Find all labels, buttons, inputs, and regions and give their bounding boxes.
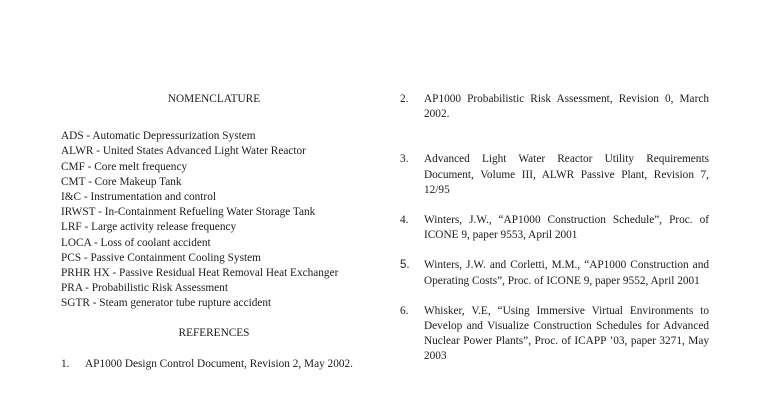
nomenclature-item: CMT - Core Makeup Tank [61, 175, 182, 188]
reference-number: 6. [400, 304, 409, 317]
references-heading: REFERENCES [178, 326, 250, 339]
reference-item [61, 357, 367, 372]
reference-number: 1. [61, 357, 70, 370]
reference-item [400, 92, 709, 122]
right-column [400, 92, 709, 365]
reference-item [400, 152, 709, 198]
reference-text: AP1000 Design Control Document, Revision 2, May 2002. [85, 357, 353, 370]
reference-number: 3. [400, 153, 409, 166]
nomenclature-list [61, 129, 367, 311]
nomenclature-item: PRHR HX - Passive Residual Heat Removal Heat Exchanger [61, 267, 339, 280]
nomenclature-item: CMF - Core melt frequency [61, 160, 188, 173]
reference-text: Advanced Light Water Reactor Utility Requirements Document, Volume III, ALWR Passive Plant, Revision 7, 12/95 [424, 153, 709, 196]
nomenclature-item: SGTR - Steam generator tube rupture accident [61, 297, 272, 310]
reference-text: AP1000 Probabilistic Risk Assessment, Revision 0, March 2002. [424, 93, 709, 121]
nomenclature-item: LRF - Large activity release frequency [61, 221, 237, 234]
reference-item [400, 258, 709, 288]
nomenclature-item: ALWR - United States Advanced Light Water Reactor [61, 145, 306, 158]
nomenclature-heading: NOMENCLATURE [167, 93, 261, 105]
reference-number: 2. [400, 93, 409, 105]
nomenclature-item: PRA - Probabilistic Risk Assessment [61, 282, 228, 295]
nomenclature-item: IRWST - In-Containment Refueling Water Storage Tank [61, 206, 316, 219]
reference-item [400, 304, 709, 365]
reference-text: Winters, J.W., “AP1000 Construction Schedule”, Proc. of ICONE 9, paper 9553, April 2001 [424, 214, 709, 242]
nomenclature-item: LOCA - Loss of coolant accident [61, 236, 211, 249]
left-column [61, 92, 367, 372]
nomenclature-item: PCS - Passive Containment Cooling System [61, 251, 261, 264]
nomenclature-item: ADS - Automatic Depressurization System [61, 130, 256, 143]
reference-text: Winters, J.W. and Corletti, M.M., “AP1000 Construction and Operating Costs”, Proc. of ICONE 9, paper 9552, April 2001 [424, 259, 709, 287]
reference-item [400, 213, 709, 243]
reference-number: 5. [400, 259, 410, 272]
nomenclature-item: I&C - Instrumentation and control [61, 191, 216, 204]
reference-number: 4. [400, 214, 409, 227]
reference-text: Whisker, V.E, “Using Immersive Virtual Environments to Develop and Visualize Construction Schedules for Advanced Nuclear Power Plants”, Proc. of ICAPP ’03, paper 3271, May 2003 [424, 304, 709, 363]
